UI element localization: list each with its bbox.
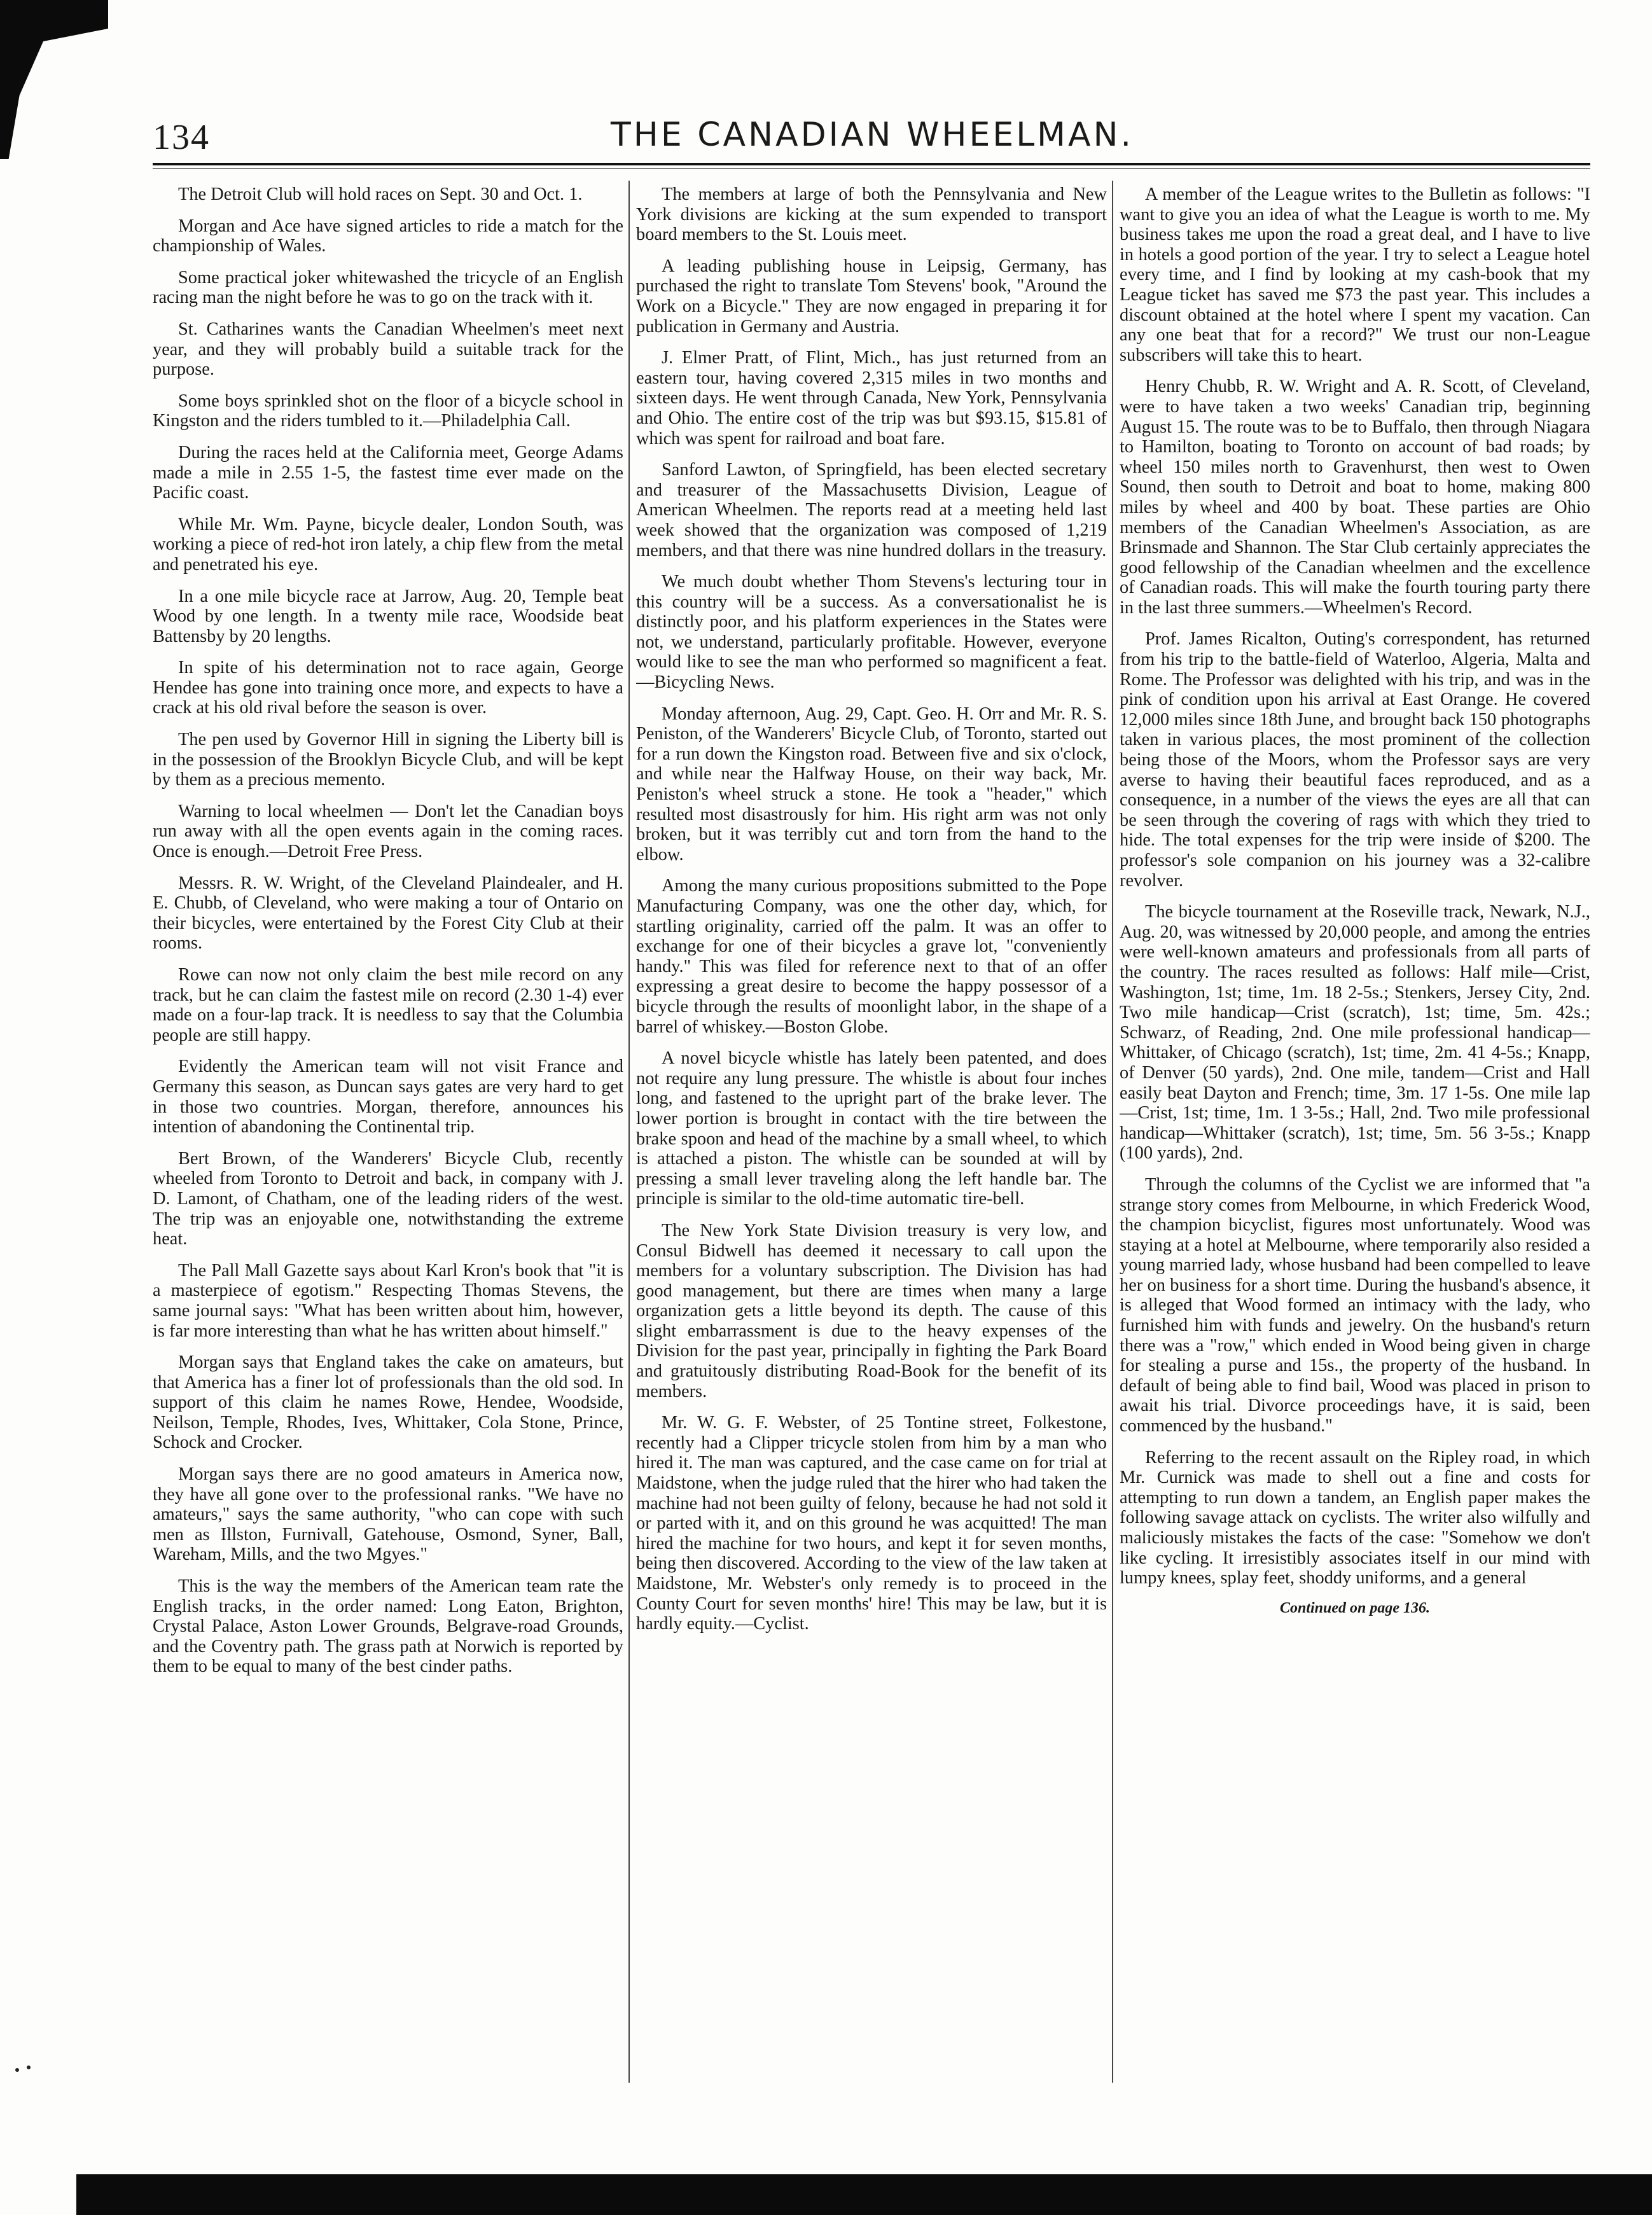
- header-rule-thin: [153, 168, 1590, 169]
- article-paragraph: The Pall Mall Gazette says about Karl Kron's book that "it is a masterpiece of egotism." Respecting Thomas Stevens, the same journal says: "What has been written about him, however, is far more interesting than what he has written about himself.": [153, 1260, 623, 1341]
- article-paragraph: In a one mile bicycle race at Jarrow, Aug. 20, Temple beat Wood by one length. In a twenty mile race, Woodside beat Battensby by 20 lengths.: [153, 586, 623, 646]
- page-header: [153, 107, 1590, 164]
- article-paragraph: While Mr. Wm. Payne, bicycle dealer, London South, was working a piece of red-hot iron lately, a chip flew from the metal and penetrated his eye.: [153, 514, 623, 574]
- page-title: THE CANADIAN WHEELMAN.: [611, 116, 1134, 154]
- article-paragraph: Warning to local wheelmen — Don't let the Canadian boys run away with all the open events again in the coming races. Once is enough.—Detroit Free Press.: [153, 801, 623, 862]
- scan-bottom-bar: [76, 2174, 1652, 2215]
- article-paragraph: Morgan and Ace have signed articles to ride a match for the championship of Wales.: [153, 216, 623, 256]
- column-divider: [1112, 181, 1113, 2083]
- article-paragraph: Through the columns of the Cyclist we are informed that "a strange story comes from Melbourne, in which Frederick Wood, the champion bicyclist, figures most unfortunately. Wood was staying at a hotel at Melbourne, where temporarily also resided a young married lady, whose husband had been compelled to leave her on business for a short time. During the husband's absence, it is alleged that Wood formed an intimacy with the lady, who furnished him with funds and jewelry. On the husband's return there was a "row," which ended in Wood being given in charge for stealing a purse and 15s., the property of the husband. In default of being able to find bail, Wood was placed in prison to await his trial. Divorce proceedings have, it is said, been commenced by the husband.": [1120, 1174, 1590, 1436]
- article-paragraph: Rowe can now not only claim the best mile record on any track, but he can claim the fastest mile on record (2.30 1-4) ever made on a four-lap track. It is needless to say that the Columbia people are still happy.: [153, 965, 623, 1045]
- article-paragraph: J. Elmer Pratt, of Flint, Mich., has just returned from an eastern tour, having covered 2,315 miles in two months and sixteen days. He went through Canada, New York, Pennsylvania and Ohio. The entire cost of the trip was but $93.15, $15.81 of which was spent for railroad and boat fare.: [636, 348, 1107, 448]
- continued-note: Continued on page 136.: [1279, 1599, 1431, 1616]
- article-paragraph: A member of the League writes to the Bulletin as follows: "I want to give you an idea of what the League is worth to me. My business takes me upon the road a great deal, and I have to live in hotels a good portion of the year. I try to select a League hotel every time, and I find by looking at my cash-book that my League ticket has saved me $73 the past year. This includes a discount obtained at the hotel where I spent my vacation. Can any one beat that for a record?" We trust our non-League subscribers will take this to heart.: [1120, 184, 1590, 365]
- article-paragraph: Morgan says that England takes the cake on amateurs, but that America has a finer lot of professionals than the old sod. In support of this claim he names Rowe, Hendee, Woodside, Neilson, Temple, Rhodes, Ives, Whittaker, Cola Stone, Prince, Schock and Crocker.: [153, 1352, 623, 1453]
- article-paragraph: Evidently the American team will not visit France and Germany this season, as Duncan says gates are very hard to get in those two countries. Morgan, therefore, announces his intention of abandoning the Continental trip.: [153, 1057, 623, 1137]
- article-paragraph: Henry Chubb, R. W. Wright and A. R. Scott, of Cleveland, were to have taken a two weeks' Canadian trip, beginning August 15. The route was to be to Buffalo, then through Niagara to Hamilton, boating to Toronto on account of bad roads; by wheel 150 miles north to Gravenhurst, then west to Owen Sound, then south to Detroit and boat to home, making 800 miles by wheel and 400 by boat. These parties are Ohio members of the Canadian Wheelmen's Association, as are Brinsmade and Shannon. The Star Club certainly appreciates the good fellowship of the Canadian wheelmen and the excellence of Canadian roads. This will make the fourth touring party there in the last three summers.—Wheelmen's Record.: [1120, 377, 1590, 618]
- article-paragraph: The members at large of both the Pennsylvania and New York divisions are kicking at the sum expended to transport board members to the St. Louis meet.: [636, 184, 1107, 245]
- article-paragraph: This is the way the members of the American team rate the English tracks, in the order named: Long Eaton, Brighton, Crystal Palace, Aston Lower Grounds, Belgrave-road Grounds, and the Coventry path. The grass path at Norwich is reported by them to be equal to many of the best cinder paths.: [153, 1576, 623, 1677]
- article-paragraph: A novel bicycle whistle has lately been patented, and does not require any lung pressure. The whistle is about four inches long, and fastened to the upright part of the brake lever. The lower portion is brought in contact with the tire between the brake spoon and head of the machine by a small wheel, to which is attached a piston. The whistle can be sounded at will by pressing a small lever traveling along the left handle bar. The principle is similar to the old-time automatic tire-bell.: [636, 1048, 1107, 1209]
- scan-corner-mark: [0, 0, 108, 159]
- article-paragraph: The bicycle tournament at the Roseville track, Newark, N.J., Aug. 20, was witnessed by 20,000 people, and among the entries were well-known amateurs and professionals from all parts of the country. The races resulted as follows: Half mile—Crist, Washington, 1st; time, 1m. 18 2-5s.; Stenkers, Jersey City, 2nd. Two mile handicap—Crist (scratch), 1st; time, 5m. 42s.; Schwarz, of Reading, 2nd. One mile professional handicap—Whittaker, of Chicago (scratch), 1st; time, 2m. 41 4-5s.; Knapp, of Denver (50 yards), 2nd. One mile, tandem—Crist and Hall easily beat Dayton and French; time, 3m. 17 1-5s. One mile lap—Crist, 1st; time, 1m. 1 3-5s.; Hall, 2nd. Two mile professional handicap—Whittaker (scratch), 1st; time, 5m. 56 3-5s.; Knapp (100 yards), 2nd.: [1120, 902, 1590, 1163]
- article-paragraph: Sanford Lawton, of Springfield, has been elected secretary and treasurer of the Massachusetts Division, League of American Wheelmen. The reports read at a meeting held last week showed that the organization was composed of 1,219 members, and that there was nine hundred dollars in the treasury.: [636, 460, 1107, 560]
- article-paragraph: A leading publishing house in Leipsig, Germany, has purchased the right to translate Tom Stevens' book, "Around the Work on a Bicycle." They are now engaged in preparing it for publication in Germany and Austria.: [636, 256, 1107, 337]
- article-paragraph: The Detroit Club will hold races on Sept. 30 and Oct. 1.: [178, 184, 583, 204]
- article-paragraph: Referring to the recent assault on the Ripley road, in which Mr. Curnick was made to shell out a fine and costs for attempting to run down a tandem, an English paper makes the following savage attack on cyclists. The writer also wilfully and maliciously mistakes the facts of the case: "Somehow we don't like cycling. It irresistibly associates itself in our mind with lumpy knees, splay feet, shoddy uniforms, and a general: [1120, 1447, 1590, 1588]
- header-rule: [153, 163, 1590, 165]
- article-paragraph: Some practical joker whitewashed the tricycle of an English racing man the night before he was to go on the track with it.: [153, 267, 623, 308]
- column-2: [636, 184, 1107, 2163]
- article-paragraph: Mr. W. G. F. Webster, of 25 Tontine street, Folkestone, recently had a Clipper tricycle stolen from him by a man who hired it. The man was captured, and the case came on for trial at Maidstone, when the judge ruled that the hirer who had taken the machine had not been guilty of felony, because he had not sold it or parted with it, and on this ground he was acquitted! The man hired the machine for two hours, and kept it for seven months, being then discovered. According to the view of the law taken at Maidstone, Mr. Webster's only remedy is to proceed in the County Court for seven months' hire! This may be law, but it is hardly equity.—Cyclist.: [636, 1413, 1107, 1634]
- article-paragraph: Prof. James Ricalton, Outing's correspondent, has returned from his trip to the battle-field of Waterloo, Algeria, Malta and Rome. The Professor was delighted with his trip, and was in the pink of condition upon his arrival at East Orange. He covered 12,000 miles since 18th June, and brought back 150 photographs taken in various places, the most prominent of the collection being those of the Moors, whom the Professor says are very averse to having their beautiful faces reproduced, and as a consequence, in a number of the views the eyes are all that can be seen through the covering of rags with which they tried to hide. The total expenses for the trip were inside of $200. The professor's sole companion on his journey was a 32-calibre revolver.: [1120, 629, 1590, 891]
- article-paragraph: The New York State Division treasury is very low, and Consul Bidwell has deemed it necessary to call upon the members for a voluntary subscription. The Division has had good management, but there are times when many a large organization gets a little beyond its depth. The cause of this slight embarrassment is due to the heavy expenses of the Division for the past year, principally in fighting the Park Board and gratuitously distributing Road-Book for the benefit of its members.: [636, 1220, 1107, 1401]
- article-paragraph: Some boys sprinkled shot on the floor of a bicycle school in Kingston and the riders tumbled to it.—Philadelphia Call.: [153, 391, 623, 431]
- column-3: [1120, 184, 1590, 2163]
- article-paragraph: Morgan says there are no good amateurs in America now, they have all gone over to the professional ranks. "We have no amateurs," says the same authority, "who can cope with such men as Illston, Furnivall, Gatehouse, Osmond, Syner, Ball, Wareham, Mills, and the two Mgyes.": [153, 1464, 623, 1565]
- page-number: 134: [153, 118, 210, 157]
- column-1: [153, 184, 623, 2163]
- article-paragraph: The pen used by Governor Hill in signing the Liberty bill is in the possession of the Brooklyn Bicycle Club, and will be kept by them as a precious memento.: [153, 730, 623, 790]
- article-paragraph: In spite of his determination not to race again, George Hendee has gone into training once more, and expects to have a crack at his old rival before the season is over.: [153, 658, 623, 718]
- article-paragraph: Among the many curious propositions submitted to the Pope Manufacturing Company, was one the other day, which, for startling originality, carried off the palm. It was an offer to exchange for one of their bicycles a grave lot, "conveniently handy." This was filed for reference next to that of an offer expressing a great desire to become the happy possessor of a bicycle through the results of moonlight labor, in the shape of a barrel of whiskey.—Boston Globe.: [636, 876, 1107, 1037]
- article-paragraph: St. Catharines wants the Canadian Wheelmen's meet next year, and they will probably build a suitable track for the purpose.: [153, 319, 623, 380]
- scan-edge-specks: [13, 2064, 38, 2090]
- article-paragraph: We much doubt whether Thom Stevens's lecturing tour in this country will be a success. As a conversationalist he is distinctly poor, and his platform experiences in the States were not, we understand, particularly profitable. However, everyone would like to see the man who performed so magnificent a feat.—Bicycling News.: [636, 572, 1107, 693]
- article-paragraph: During the races held at the California meet, George Adams made a mile in 2.55 1-5, the fastest time ever made on the Pacific coast.: [153, 442, 623, 503]
- article-paragraph: Monday afternoon, Aug. 29, Capt. Geo. H. Orr and Mr. R. S. Peniston, of the Wanderers' Bicycle Club, of Toronto, started out for a run down the Kingston road. Between five and six o'clock, and while near the Halfway House, on their way back, Mr. Peniston's wheel struck a stone. He took a "header," which resulted most disastrously for him. His right arm was not only broken, but it was terribly cut and torn from the hand to the elbow.: [636, 704, 1107, 864]
- article-paragraph: Bert Brown, of the Wanderers' Bicycle Club, recently wheeled from Toronto to Detroit and back, in company with J. D. Lamont, of Chatham, one of the leading riders of the west. The trip was an enjoyable one, notwithstanding the extreme heat.: [153, 1148, 623, 1249]
- article-paragraph: Messrs. R. W. Wright, of the Cleveland Plaindealer, and H. E. Chubb, of Cleveland, who were making a tour of Ontario on their bicycles, were entertained by the Forest City Club at their rooms.: [153, 873, 623, 954]
- column-divider: [628, 181, 630, 2083]
